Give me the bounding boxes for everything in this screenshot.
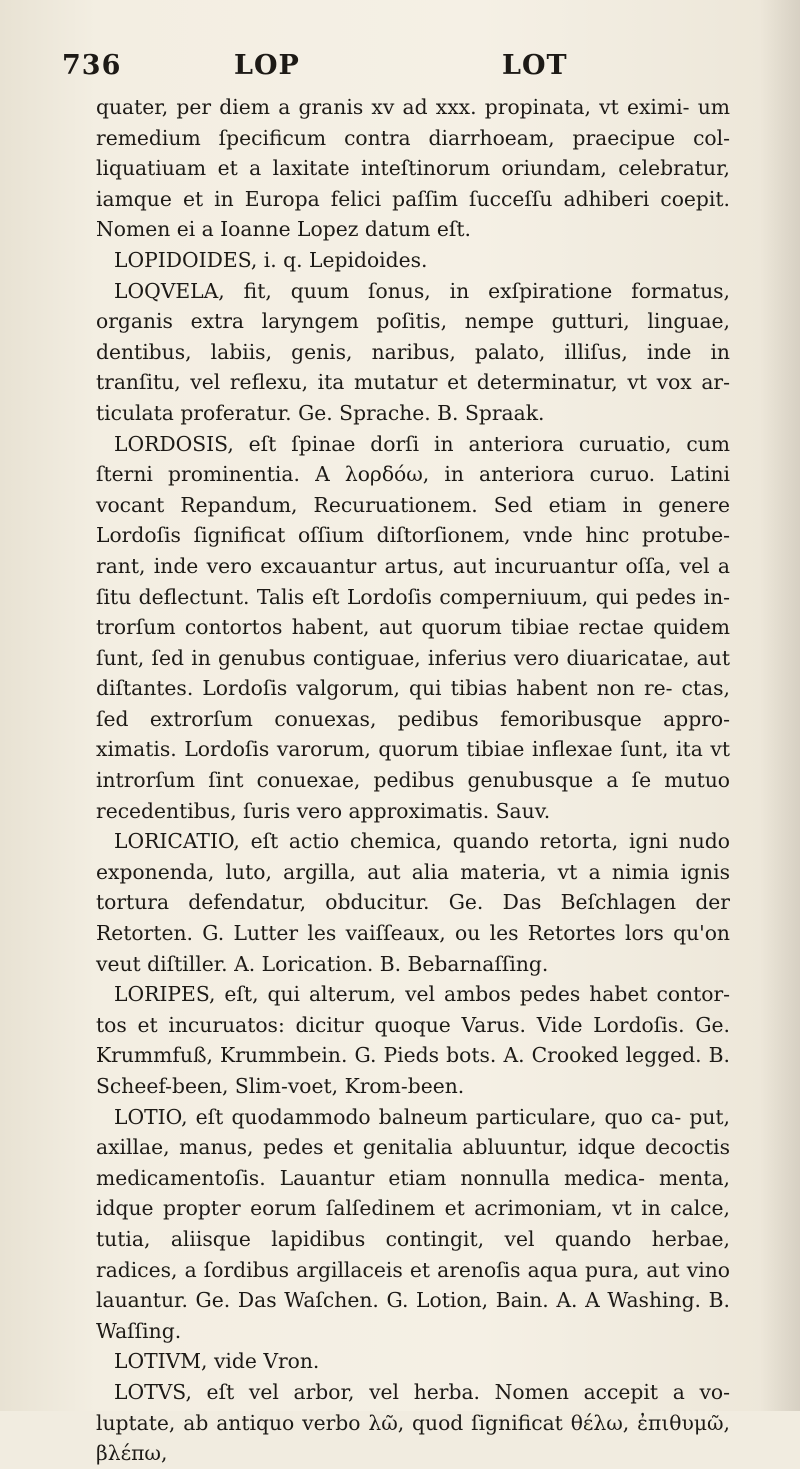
- page-number: 736: [62, 50, 122, 81]
- entry-lordosis: LORDOSIS, eſt ſpinae dorſi in anteriora curuatio, cum ſterni prominentia. A λορδόω, in anteriora curuo. Latini vocant Repandum, Recuruationem. Sed etiam in genere Lordoſis ſignificat oſſium diſtorſionem, vnde hinc protube- rant, inde vero excauantur artus, aut incuruantur oſſa, vel a ſitu deflectunt. Talis eſt Lordoſis comperniuum, qui pedes in- trorſum contortos habent, aut quorum tibiae rectae quidem ſunt, ſed in genubus contiguae, inferius vero diuaricatae, aut diſtantes. Lordoſis valgorum, qui tibias habent non re- ctas, ſed extrorſum conuexas, pedibus femoribusque appro- ximatis. Lordoſis varorum, quorum tibiae inflexae ſunt, ita vt introrſum ſint conuexae, pedibus genubusque a ſe mutuo recedentibus, ſuris vero approximatis. Sauv.: [96, 431, 730, 823]
- entry-lotium: LOTIVM, vide Vron.: [114, 1349, 320, 1374]
- entry-lotus: LOTVS, eſt vel arbor, vel herba. Nomen accepit a vo- luptate, ab antiquo verbo λῶ, quod ſignificat θέλω, ἐπιθυμῶ, βλέπω,: [96, 1379, 730, 1466]
- entry-loripes: LORIPES, eſt, qui alterum, vel ambos pedes habet contor- tos et incuruatos: dicitur quoque Varus. Vide Lordoſis. Ge. Krummfuß, Krummbein. G. Pieds bots. A. Crooked legged. B. Scheef-been, Slim-voet, Krom-been.: [96, 982, 730, 1098]
- paragraph-continuation: quater, per diem a granis xv ad xxx. propinata, vt eximi- um remedium ſpecificum contra diarrhoeam, praecipue col- liquatiuam et a laxitate inteſtinorum oriundam, celebratur, iamque et in Europa felici paſſim ſucceſſu adhiberi coepit. Nomen ei a Ioanne Lopez datum eſt.: [96, 95, 730, 242]
- running-head-right: LOT: [502, 50, 568, 81]
- running-head-left: LOP: [234, 50, 300, 81]
- entry-loricatio: LORICATIO, eſt actio chemica, quando retorta, igni nudo exponenda, luto, argilla, aut alia materia, vt a nimia ignis tortura defendatur, obducitur. Ge. Das Beſchlagen der Retorten. G. Lutter les vaiſſeaux, ou les Retortes lors qu'on veut diſtiller. A. Lorication. B. Bebarnaſſing.: [96, 829, 730, 976]
- entry-lopidoides: LOPIDOIDES, i. q. Lepidoides.: [114, 247, 428, 272]
- running-head: [62, 50, 702, 90]
- page-edge-shadow: [760, 0, 800, 1411]
- entry-lotio: LOTIO, eſt quodammodo balneum particulare, quo ca- put, axillae, manus, pedes et genitalia abluuntur, idque decoctis medicamentoſis. Lauantur etiam nonnulla medica- menta, idque propter eorum ſalſedinem et acrimoniam, vt in calce, tutia, aliisque lapidibus contingit, vel quando herbae, radices, a ſordibus argillaceis et arenoſis aqua pura, aut vino lauantur. Ge. Das Waſchen. G. Lotion, Bain. A. A Washing. B. Waſſing.: [96, 1104, 730, 1343]
- dictionary-text: [96, 92, 730, 1469]
- entry-loquela: LOQVELA, fit, quum ſonus, in exſpiratione formatus, organis extra laryngem poſitis, nempe gutturi, linguae, dentibus, labiis, genis, naribus, palato, illiſus, inde in tranſitu, vel reflexu, ita mutatur et determinatur, vt vox ar- ticulata proferatur. Ge. Sprache. B. Spraak.: [96, 278, 730, 425]
